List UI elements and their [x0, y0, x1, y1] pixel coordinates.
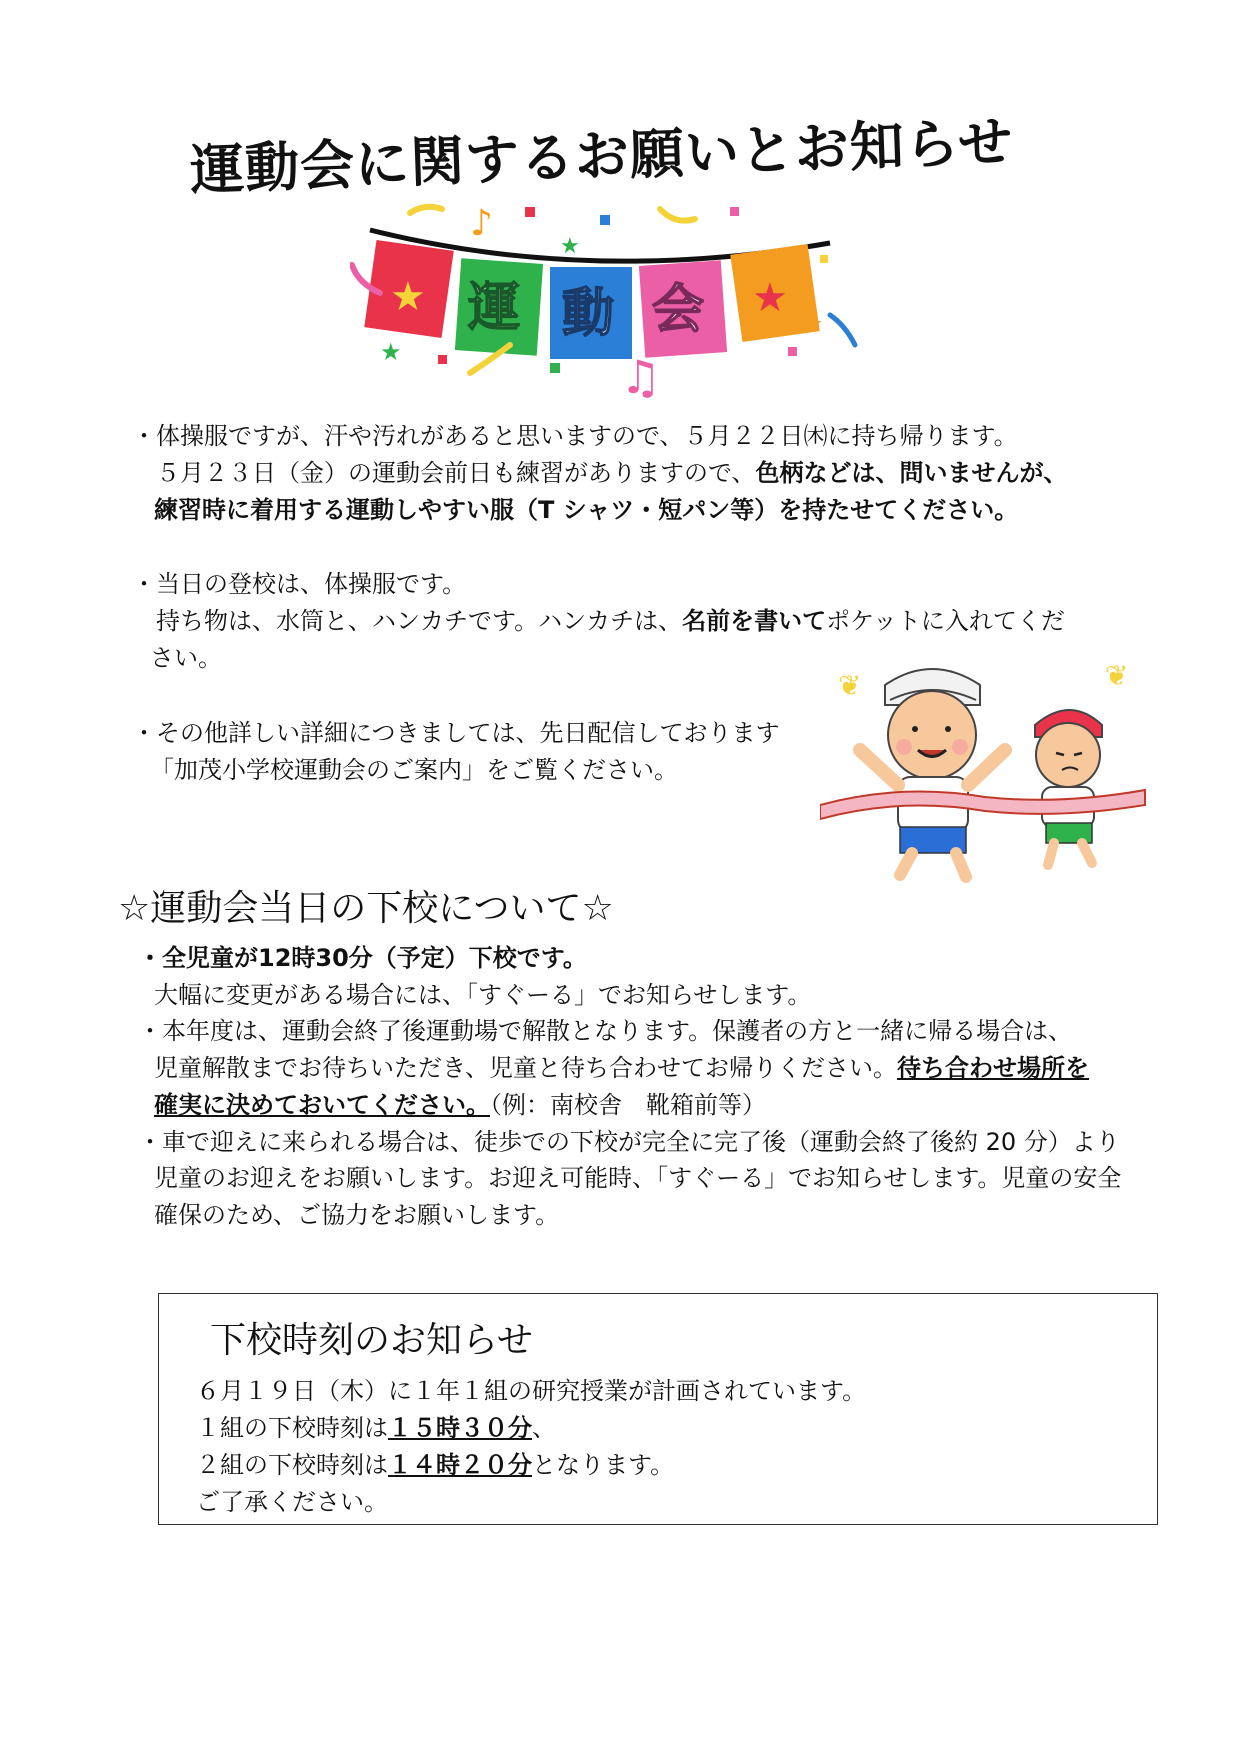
notice1-line2-text: ５月２３日（金）の運動会前日も練習がありますので、: [156, 459, 756, 487]
notice2-line2-bold: 名前を書いて: [682, 607, 827, 635]
box-title: 下校時刻のお知らせ: [210, 1320, 533, 1361]
box-line1: ６月１９日（木）に１年１組の研究授業が計画されています。: [196, 1377, 867, 1405]
confetti-icon: [660, 209, 695, 221]
notice2-line1: ・当日の登校は、体操服です。: [132, 570, 467, 598]
notice2-line3: さい。: [150, 644, 222, 672]
notice1-line2: [156, 455, 1068, 491]
section-line4-text: 児童解散までお待ちいただき、児童と待ち合わせてお帰りください。: [154, 1054, 898, 1082]
box-line3-tail: となります。: [532, 1451, 675, 1479]
flag-pink: [639, 260, 727, 357]
section-line6: ・車で迎えに来られる場合は、徒歩での下校が完全に完了後（運動会終了後約 20 分）より: [138, 1128, 1120, 1156]
class1-dismissal-time: １５時３０分: [388, 1414, 532, 1442]
page-title: 運動会に関するお願いとお知らせ: [189, 110, 1015, 202]
section-line5-bold: 確実に決めておいてください。: [154, 1091, 490, 1119]
section-line3: ・本年度は、運動会終了後運動場で解散となります。保護者の方と一緒に帰る場合は、: [138, 1017, 1073, 1045]
confetti-icon: [550, 363, 560, 373]
svg-text:★: ★: [752, 275, 788, 321]
banner-char-2: 動: [562, 284, 615, 344]
section-line7: 児童のお迎えをお願いします。お迎え可能時、「すぐーる」でお知らせします。児童の安全: [154, 1164, 1122, 1192]
confetti-icon: [525, 207, 535, 217]
notice3-line1: ・その他詳しい詳細につきましては、先日配信しております: [132, 719, 780, 747]
confetti-icon: [600, 215, 610, 225]
box-line2-label: １組の下校時刻は: [196, 1414, 388, 1442]
notice2-line2: [156, 603, 1065, 639]
box-line3-label: ２組の下校時刻は: [196, 1451, 388, 1479]
section-heading: ☆運動会当日の下校について☆: [118, 888, 614, 929]
butterfly-icon: ❦: [1105, 659, 1129, 692]
section-line2: 大幅に変更がある場合には、「すぐーる」でお知らせします。: [154, 981, 812, 1009]
section-line4: [154, 1050, 1089, 1086]
confetti-icon: [410, 207, 442, 213]
confetti-icon: [438, 355, 447, 364]
finish-tape: [820, 790, 1145, 819]
confetti-icon: [788, 347, 797, 356]
banner-char-1: 運: [468, 278, 521, 338]
sports-day-banner-illustration: [350, 195, 870, 405]
box-line2-tail: 、: [532, 1414, 556, 1442]
box-line3: [196, 1447, 674, 1483]
section-line5-example: （例：南校舎 靴箱前等）: [490, 1091, 766, 1119]
notice1-line3: 練習時に着用する運動しやすい服（T シャツ・短パン等）を持たせてください。: [154, 496, 1019, 524]
star-icon: ★: [805, 311, 823, 335]
class2-dismissal-time: １４時２０分: [388, 1451, 532, 1479]
music-note-icon: ♪: [470, 203, 493, 244]
box-line2: [196, 1410, 556, 1446]
notice1-line2-bold: 色柄などは、問いませんが、: [755, 459, 1068, 487]
notice3-line2: 「加茂小学校運動会のご案内」をご覧ください。: [150, 756, 678, 784]
confetti-icon: [830, 315, 855, 345]
notice2-line2-tail: ポケットに入れてくだ: [826, 607, 1065, 635]
confetti-icon: [730, 207, 739, 216]
section-line4-bold: 待ち合わせ場所を: [897, 1054, 1090, 1082]
svg-text:★: ★: [390, 274, 426, 320]
section-line1: ・全児童が12時30分（予定）下校です。: [138, 944, 587, 972]
banner-char-3: 会: [652, 280, 705, 340]
star-icon: ★: [380, 338, 402, 366]
notice2-line2-text: 持ち物は、水筒と、ハンカチです。ハンカチは、: [156, 607, 683, 635]
star-icon: ★: [560, 234, 580, 259]
box-line4: ご了承ください。: [196, 1488, 388, 1516]
notice1-line1: ・体操服ですが、汗や汚れがあると思いますので、５月２２日㈭に持ち帰ります。: [132, 422, 1018, 450]
section-line5: [154, 1087, 766, 1123]
butterfly-icon: ❦: [838, 669, 862, 702]
flag-blue: [550, 267, 632, 359]
section-line8: 確保のため、ご協力をお願いします。: [154, 1201, 560, 1229]
flag-green: [455, 258, 543, 355]
confetti-icon: [820, 255, 828, 263]
running-children-illustration: [820, 655, 1150, 885]
music-note-icon: ♫: [620, 350, 662, 404]
